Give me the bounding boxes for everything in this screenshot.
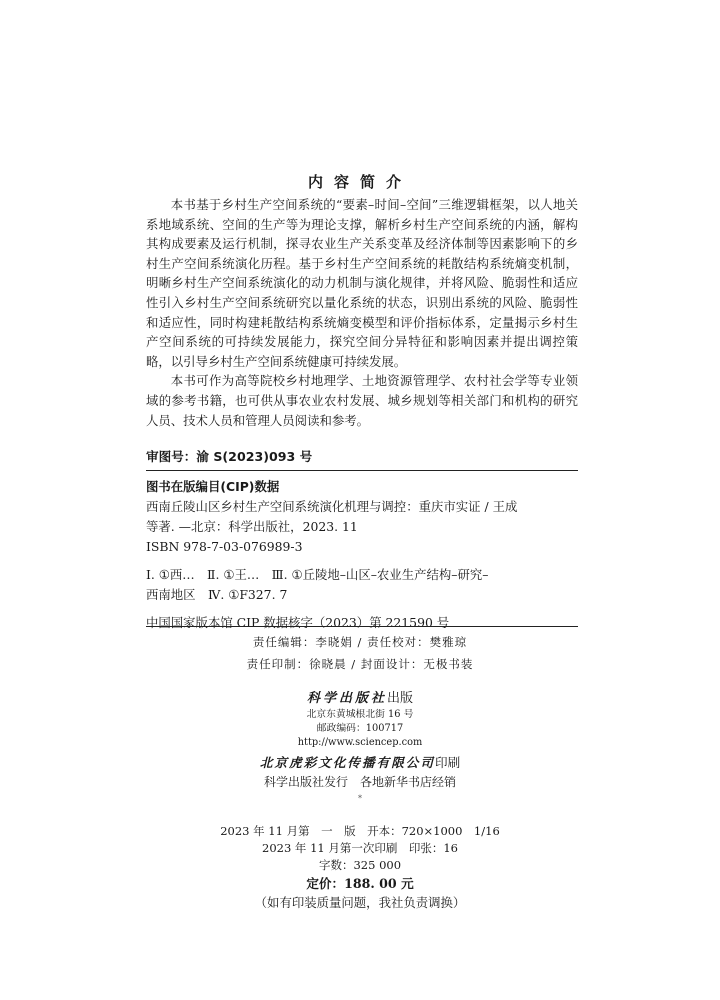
cip-isbn: ISBN 978-7-03-076989-3 bbox=[146, 539, 303, 554]
publisher-line bbox=[0, 690, 720, 708]
cip-verification: 中国国家版本馆 CIP 数据核字（2023）第 221590 号 bbox=[146, 615, 450, 630]
publisher-postcode: 邮政编码：100717 bbox=[316, 723, 404, 734]
cip-spacer bbox=[146, 605, 578, 613]
quality-notice: （如有印装质量问题，我社负责调换） bbox=[254, 895, 466, 910]
distribution: 科学出版社发行 各地新华书店经销 bbox=[263, 775, 456, 789]
staff-editors: 责任编辑：李晓娟 / 责任校对：樊雅琼 bbox=[252, 635, 468, 649]
publisher-address: 北京东黄城根北街 16 号 bbox=[306, 709, 414, 720]
summary-title: 内容简介 bbox=[307, 173, 412, 191]
separator-star: * bbox=[358, 794, 362, 803]
summary-body bbox=[146, 195, 578, 430]
divider-top bbox=[146, 470, 578, 471]
cip-heading: 图书在版编目(CIP)数据 bbox=[146, 479, 280, 494]
cip-spacer bbox=[146, 557, 578, 565]
summary-paragraph-1: 本书基于乡村生产空间系统的“要素–时间–空间”三维逻辑框架，以人地关系地域系统、空间的生产等为理论支撑，解析乡村生产空间系统的内涵，解构其构成要素及运行机制，探寻农业生产关系变革及经济体制等因素影响下的乡村生产空间系统演化历程。基于乡村生产空间系统的耗散结构系统熵变机制，明晰乡村生产空间系统演化的动力机制与演化规律，并将风险、脆弱性和适应性引入乡村生产空间系统研究以量化系统的状态，识别出系统的风险、脆弱性和适应性，同时构建耗散结构系统熵变模型和评价指标体系，定量揭示乡村生产空间系统的可持续发展能力，探究空间分异特征和影响因素并提出调控策略，以引导乡村生产空间系统健康可持续发展。 bbox=[146, 197, 578, 369]
price: 定价：188. 00 元 bbox=[306, 876, 414, 891]
printer-suffix: 印刷 bbox=[434, 755, 461, 770]
cip-author-publisher-line: 等著. —北京：科学出版社，2023. 11 bbox=[146, 519, 358, 534]
staff-production: 责任印制：徐晓晨 / 封面设计：无极书装 bbox=[246, 657, 474, 671]
cip-classification-2: 西南地区 Ⅳ. ①F327. 7 bbox=[146, 587, 288, 602]
printer-name: 北京虎彩文化传播有限公司 bbox=[259, 755, 435, 770]
publisher-website: http://www.sciencep.com bbox=[297, 737, 423, 748]
edition-info bbox=[0, 823, 720, 912]
summary-paragraph-2: 本书可作为高等院校乡村地理学、土地资源管理学、农村社会学等专业领域的参考书籍，也可供从事农业农村发展、城乡规划等相关部门和机构的研究人员、技术人员和管理人员阅读和参考。 bbox=[146, 373, 578, 428]
cip-data bbox=[146, 497, 578, 633]
printer-line bbox=[0, 753, 720, 773]
cip-classification-1: Ⅰ. ①西… Ⅱ. ①王… Ⅲ. ①丘陵地–山区–农业生产结构–研究– bbox=[146, 567, 489, 582]
edition-line-2: 2023 年 11 月第一次印刷 印张：16 bbox=[262, 841, 458, 855]
edition-line-1: 2023 年 11 月第 一 版 开本：720×1000 1/16 bbox=[220, 824, 500, 838]
map-review-number: 审图号：渝 S(2023)093 号 bbox=[146, 449, 313, 464]
divider-bottom bbox=[146, 626, 578, 627]
cip-title-line: 西南丘陵山区乡村生产空间系统演化机理与调控：重庆市实证 / 王成 bbox=[146, 499, 518, 514]
publisher-name: 科学出版社 bbox=[306, 691, 387, 706]
publisher-suffix: 出版 bbox=[387, 691, 414, 706]
word-count: 字数：325 000 bbox=[318, 858, 402, 872]
imprint bbox=[0, 690, 720, 805]
